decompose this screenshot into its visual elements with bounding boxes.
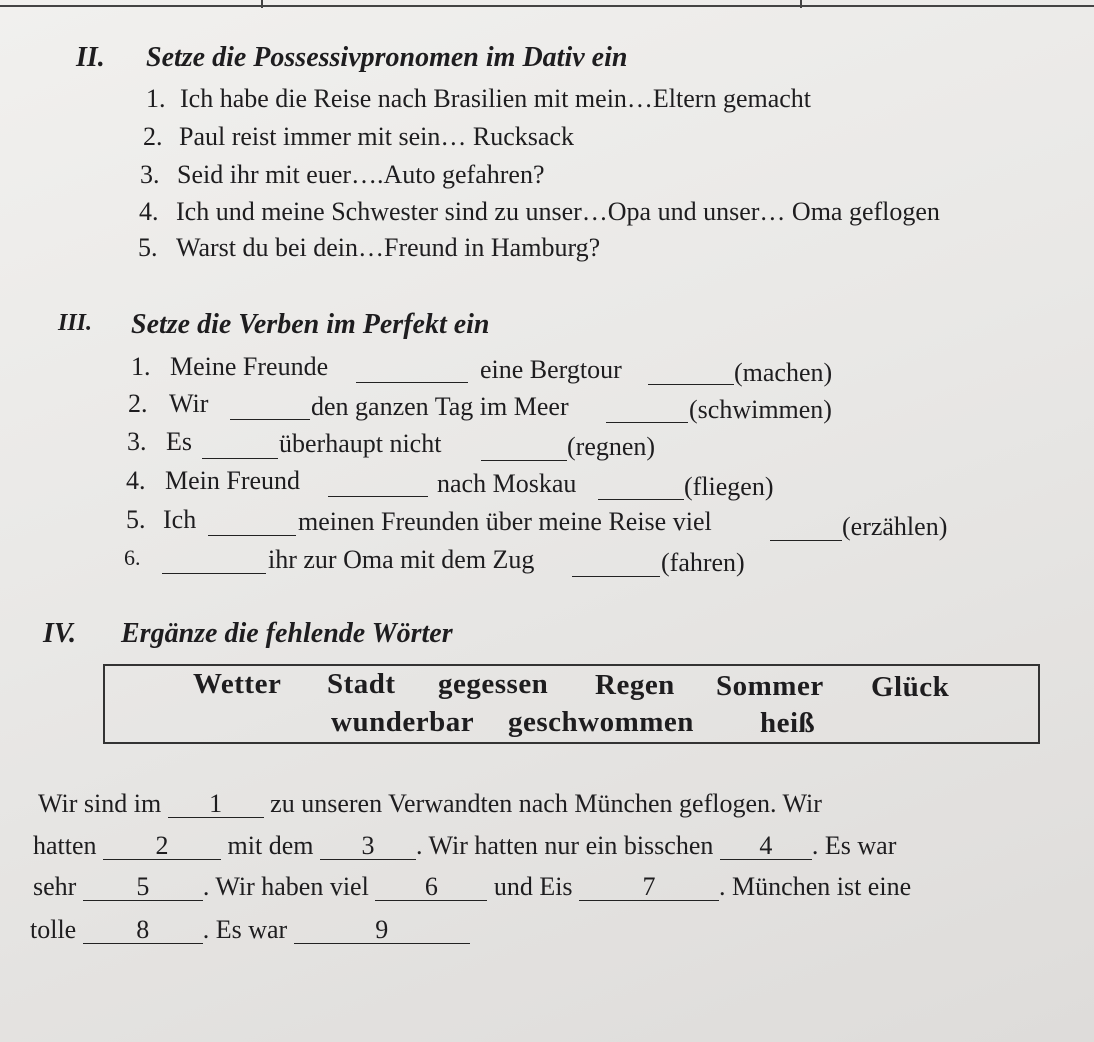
list-item [140, 160, 545, 190]
gap-number: 9 [375, 915, 389, 944]
item-number: 2. [143, 122, 163, 151]
text-segment: hatten [33, 831, 97, 860]
section-4-title: Ergänze die fehlende Wörter [121, 618, 453, 649]
item-verb: (fahren) [661, 548, 745, 577]
top-table-edge [0, 0, 1094, 8]
word-bank-item: Glück [871, 671, 950, 703]
item-number: 5. [138, 233, 158, 262]
gap-number: 2 [155, 831, 169, 860]
gap-number: 3 [361, 831, 375, 860]
list-item [143, 122, 574, 152]
gap-9[interactable] [294, 917, 470, 944]
item-text: Seid ihr mit euer….Auto gefahren? [177, 160, 545, 189]
answer-blank[interactable] [481, 438, 567, 461]
section-2-number: II. [76, 42, 105, 73]
word-bank-item: Stadt [327, 668, 396, 700]
item-text: den ganzen Tag im Meer [311, 392, 569, 421]
answer-blank[interactable] [328, 474, 428, 497]
text-segment: . Wir hatten nur ein bisschen [415, 831, 714, 860]
word-bank-item: Regen [595, 669, 675, 701]
text-segment: tolle [30, 915, 77, 944]
item-text: überhaupt nicht [279, 429, 442, 458]
gap-number: 8 [136, 915, 150, 944]
word-bank-item: Wetter [193, 668, 282, 700]
item-verb: (regnen) [567, 432, 656, 461]
item-text: meinen Freunden über meine Reise viel [298, 507, 712, 536]
answer-blank[interactable] [648, 362, 734, 385]
gap-6[interactable] [375, 874, 487, 901]
item-number: 5. [126, 505, 146, 534]
item-subject: Meine Freunde [170, 352, 329, 381]
text-line-2 [33, 831, 896, 861]
item-verb: (machen) [734, 358, 833, 387]
text-segment: sehr [33, 872, 77, 901]
answer-blank[interactable] [202, 436, 278, 459]
item-number: 3. [127, 427, 147, 456]
text-line-3 [33, 872, 911, 902]
item-text: Ich und meine Schwester sind zu unser…Opa und unser… Oma geflogen [176, 197, 940, 226]
answer-blank[interactable] [230, 397, 310, 420]
gap-3[interactable] [320, 833, 416, 860]
text-segment: Wir sind im [38, 789, 162, 818]
section-3-title: Setze die Verben im Perfekt ein [131, 309, 490, 340]
answer-blank[interactable] [770, 518, 842, 541]
answer-blank[interactable] [356, 360, 468, 383]
item-number: 6. [124, 545, 141, 570]
gap-number: 1 [209, 789, 223, 818]
section-2-title: Setze die Possessivpronomen im Dativ ein [146, 42, 628, 73]
word-bank-item: gegessen [438, 668, 549, 700]
text-segment: mit dem [227, 831, 314, 860]
item-number: 2. [128, 389, 148, 418]
item-text: Ich habe die Reise nach Brasilien mit mein…Eltern gemacht [180, 84, 812, 113]
gap-2[interactable] [103, 833, 221, 860]
answer-blank[interactable] [598, 477, 684, 500]
word-bank [103, 664, 1040, 744]
item-subject: Ich [163, 505, 197, 534]
gap-number: 4 [759, 831, 773, 860]
item-subject: Es [166, 427, 192, 456]
text-segment: und Eis [493, 872, 573, 901]
text-line-1 [38, 789, 822, 819]
text-segment: . Wir haben viel [202, 872, 369, 901]
item-verb: (schwimmen) [689, 395, 832, 424]
item-text: ihr zur Oma mit dem Zug [268, 545, 535, 574]
section-4-number: IV. [43, 618, 76, 649]
item-number: 4. [126, 466, 146, 495]
item-text: eine Bergtour [480, 355, 622, 384]
item-number: 3. [140, 160, 160, 189]
list-item [138, 233, 600, 263]
answer-blank[interactable] [572, 554, 660, 577]
item-subject: Mein Freund [165, 466, 301, 495]
gap-number: 7 [642, 872, 656, 901]
word-bank-item: Sommer [716, 670, 824, 702]
answer-blank[interactable] [208, 513, 296, 536]
item-text: Paul reist immer mit sein… Rucksack [179, 122, 574, 151]
word-bank-item: geschwommen [508, 706, 694, 738]
text-segment: zu unseren Verwandten nach München geflogen. Wir [270, 789, 822, 818]
item-text: nach Moskau [437, 469, 577, 498]
answer-blank[interactable] [606, 400, 688, 423]
section-3-number: III. [58, 310, 93, 336]
gap-5[interactable] [83, 874, 203, 901]
gap-number: 6 [424, 872, 438, 901]
text-segment: . Es war [811, 831, 897, 860]
list-item [146, 84, 811, 114]
gap-1[interactable] [168, 791, 264, 818]
list-item [139, 197, 940, 227]
item-subject: Wir [169, 389, 209, 418]
text-segment: . Es war [202, 915, 288, 944]
gap-4[interactable] [720, 833, 812, 860]
item-number: 1. [131, 352, 151, 381]
item-verb: (erzählen) [842, 512, 948, 541]
gap-number: 5 [136, 872, 150, 901]
word-bank-item: wunderbar [331, 706, 475, 738]
text-line-4 [30, 915, 470, 945]
text-segment: . München ist eine [719, 872, 912, 901]
item-verb: (fliegen) [684, 472, 774, 501]
item-text: Warst du bei dein…Freund in Hamburg? [176, 233, 601, 262]
gap-7[interactable] [579, 874, 719, 901]
gap-8[interactable] [83, 917, 203, 944]
word-bank-item: heiß [760, 707, 816, 739]
item-number: 4. [139, 197, 159, 226]
answer-blank[interactable] [162, 551, 266, 574]
item-number: 1. [146, 84, 166, 113]
